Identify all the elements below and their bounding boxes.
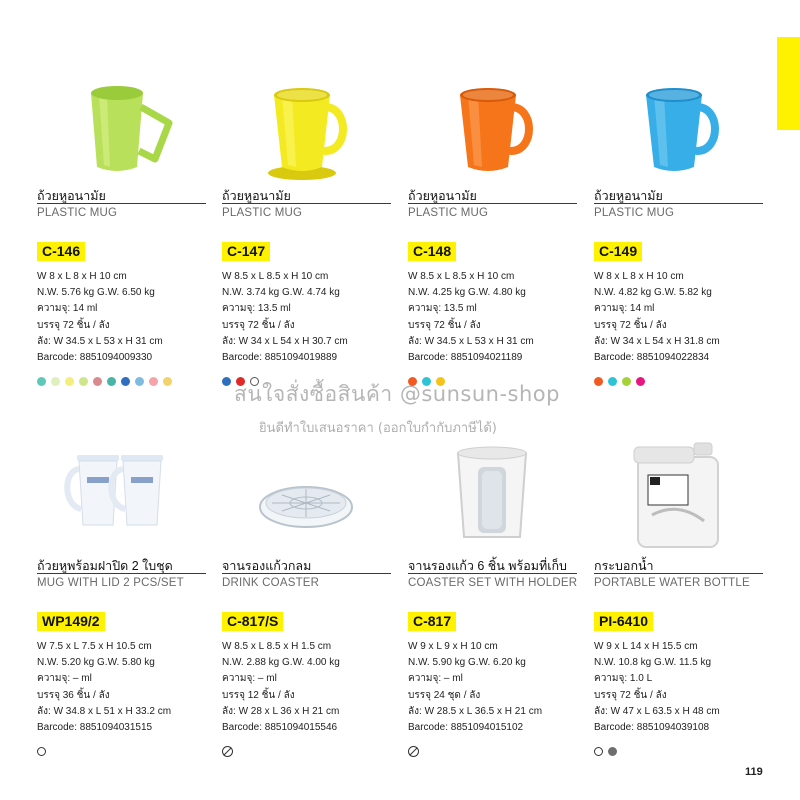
color-swatch bbox=[107, 377, 116, 386]
spec-line: ความจุ: – ml bbox=[222, 673, 277, 685]
color-swatch bbox=[149, 377, 158, 386]
spec-line: Barcode: 8851094022834 bbox=[594, 352, 710, 364]
color-swatch-white bbox=[594, 747, 603, 756]
title-divider bbox=[37, 573, 206, 574]
product-title-english: MUG WITH LID 2 PCS/SET bbox=[37, 577, 184, 589]
spec-line: N.W. 4.82 kg G.W. 5.82 kg bbox=[594, 287, 712, 299]
product-title-english: PLASTIC MUG bbox=[222, 207, 303, 219]
product-image bbox=[408, 55, 577, 185]
page-number: 119 bbox=[745, 766, 763, 778]
spec-line: ความจุ: 13.5 ml bbox=[408, 303, 477, 315]
product-image bbox=[37, 425, 206, 555]
title-divider bbox=[408, 203, 577, 204]
spec-line: ความจุ: 1.0 L bbox=[594, 673, 653, 685]
product-specs bbox=[408, 269, 586, 366]
spec-line: บรรจุ 72 ชิ้น / ลัง bbox=[594, 689, 667, 701]
spec-line: N.W. 5.20 kg G.W. 5.80 kg bbox=[37, 657, 155, 669]
spec-line: ความจุ: 14 ml bbox=[37, 303, 98, 315]
color-swatch bbox=[51, 377, 60, 386]
color-swatches bbox=[594, 745, 622, 757]
product-code-badge: C-817/S bbox=[222, 612, 283, 631]
product-code-badge: C-148 bbox=[408, 242, 456, 261]
spec-line: Barcode: 8851094015546 bbox=[222, 722, 338, 734]
spec-line: บรรจุ 72 ชิ้น / ลัง bbox=[222, 319, 295, 331]
spec-line: ลัง: W 34 x L 54 x H 31.8 cm bbox=[594, 335, 720, 347]
product-title-thai: กระบอกน้ำ bbox=[594, 559, 654, 573]
spec-line: ความจุ: 13.5 ml bbox=[222, 303, 291, 315]
product-title-english: PLASTIC MUG bbox=[408, 207, 489, 219]
section-tab bbox=[777, 37, 800, 130]
spec-line: W 9 x L 14 x H 15.5 cm bbox=[594, 641, 698, 652]
product-code-badge: WP149/2 bbox=[37, 612, 105, 631]
product-specs bbox=[222, 639, 400, 736]
title-divider bbox=[594, 203, 763, 204]
product-title-english: PORTABLE WATER BOTTLE bbox=[594, 577, 750, 589]
spec-line: W 8.5 x L 8.5 x H 1.5 cm bbox=[222, 641, 332, 652]
product-image bbox=[222, 425, 391, 555]
product-image bbox=[594, 425, 763, 555]
product-title-thai: ถ้วยหูอนามัย bbox=[594, 189, 663, 203]
spec-line: ความจุ: – ml bbox=[37, 673, 92, 685]
spec-line: Barcode: 8851094039108 bbox=[594, 722, 710, 734]
no-color-icon bbox=[222, 746, 233, 757]
spec-line: W 9 x L 9 x H 10 cm bbox=[408, 641, 498, 652]
color-swatch bbox=[93, 377, 102, 386]
spec-line: ลัง: W 34.5 x L 53 x H 31 cm bbox=[408, 335, 534, 347]
spec-line: Barcode: 8851094021189 bbox=[408, 352, 523, 364]
color-swatch bbox=[135, 377, 144, 386]
color-swatch bbox=[594, 377, 603, 386]
product-specs bbox=[37, 639, 215, 736]
spec-line: W 8 x L 8 x H 10 cm bbox=[37, 271, 127, 282]
spec-line: N.W. 5.76 kg G.W. 6.50 kg bbox=[37, 287, 155, 299]
spec-line: ความจุ: 14 ml bbox=[594, 303, 655, 315]
color-swatch-white bbox=[37, 747, 46, 756]
color-swatch bbox=[163, 377, 172, 386]
product-image bbox=[408, 425, 577, 555]
product-code-badge: C-817 bbox=[408, 612, 456, 631]
spec-line: W 8.5 x L 8.5 x H 10 cm bbox=[408, 271, 515, 282]
product-title-english: DRINK COASTER bbox=[222, 577, 320, 589]
spec-line: ลัง: W 28.5 x L 36.5 x H 21 cm bbox=[408, 705, 543, 717]
color-swatch bbox=[608, 377, 617, 386]
watermark-contact: สนใจสั่งซื้อสินค้า @sunsun-shop bbox=[234, 382, 560, 406]
product-image bbox=[594, 55, 763, 185]
title-divider bbox=[594, 573, 763, 574]
color-swatches bbox=[594, 375, 650, 387]
color-swatch bbox=[79, 377, 88, 386]
title-divider bbox=[222, 573, 391, 574]
spec-line: Barcode: 8851094031515 bbox=[37, 722, 153, 734]
color-swatch bbox=[222, 377, 231, 386]
product-code-badge: C-146 bbox=[37, 242, 85, 261]
product-specs bbox=[37, 269, 215, 366]
product-title-thai: ถ้วยหูอนามัย bbox=[37, 189, 106, 203]
product-specs bbox=[222, 269, 400, 366]
spec-line: N.W. 3.74 kg G.W. 4.74 kg bbox=[222, 287, 340, 299]
watermark-note: ยินดีทำใบเสนอราคา (ออกใบกำกับภาษีได้) bbox=[259, 421, 497, 436]
title-divider bbox=[408, 573, 577, 574]
product-specs bbox=[408, 639, 586, 736]
color-swatch bbox=[636, 377, 645, 386]
spec-line: W 7.5 x L 7.5 x H 10.5 cm bbox=[37, 641, 152, 652]
spec-line: Barcode: 8851094019889 bbox=[222, 352, 338, 364]
title-divider bbox=[222, 203, 391, 204]
product-title-english: COASTER SET WITH HOLDER bbox=[408, 577, 578, 589]
color-swatches bbox=[222, 745, 238, 757]
product-title-thai: ถ้วยหูพร้อมฝาปิด 2 ใบชุด bbox=[37, 559, 173, 573]
spec-line: ลัง: W 34.5 x L 53 x H 31 cm bbox=[37, 335, 163, 347]
product-title-english: PLASTIC MUG bbox=[594, 207, 675, 219]
product-code-badge: C-149 bbox=[594, 242, 642, 261]
spec-line: บรรจุ 36 ชิ้น / ลัง bbox=[37, 689, 110, 701]
product-title-english: PLASTIC MUG bbox=[37, 207, 118, 219]
product-specs bbox=[594, 639, 772, 736]
spec-line: ลัง: W 34 x L 54 x H 30.7 cm bbox=[222, 335, 348, 347]
spec-line: N.W. 5.90 kg G.W. 6.20 kg bbox=[408, 657, 526, 669]
spec-line: บรรจุ 72 ชิ้น / ลัง bbox=[594, 319, 667, 331]
color-swatches bbox=[408, 745, 424, 757]
product-code-badge: C-147 bbox=[222, 242, 270, 261]
product-title-thai: ถ้วยหูอนามัย bbox=[222, 189, 291, 203]
product-image bbox=[37, 55, 206, 185]
spec-line: บรรจุ 12 ชิ้น / ลัง bbox=[222, 689, 295, 701]
product-title-thai: จานรองแก้วกลม bbox=[222, 559, 312, 573]
spec-line: ความจุ: – ml bbox=[408, 673, 463, 685]
spec-line: Barcode: 8851094015102 bbox=[408, 722, 524, 734]
spec-line: บรรจุ 72 ชิ้น / ลัง bbox=[408, 319, 481, 331]
product-image bbox=[222, 55, 391, 185]
spec-line: N.W. 2.88 kg G.W. 4.00 kg bbox=[222, 657, 340, 669]
color-swatch bbox=[608, 747, 617, 756]
spec-line: ลัง: W 28 x L 36 x H 21 cm bbox=[222, 705, 340, 717]
color-swatches bbox=[37, 375, 177, 387]
spec-line: Barcode: 8851094009330 bbox=[37, 352, 153, 364]
color-swatch bbox=[121, 377, 130, 386]
spec-line: บรรจุ 72 ชิ้น / ลัง bbox=[37, 319, 110, 331]
product-code-badge: PI-6410 bbox=[594, 612, 653, 631]
spec-line: W 8.5 x L 8.5 x H 10 cm bbox=[222, 271, 329, 282]
spec-line: ลัง: W 47 x L 63.5 x H 48 cm bbox=[594, 705, 720, 717]
no-color-icon bbox=[408, 746, 419, 757]
spec-line: W 8 x L 8 x H 10 cm bbox=[594, 271, 684, 282]
spec-line: N.W. 10.8 kg G.W. 11.5 kg bbox=[594, 657, 712, 669]
color-swatches bbox=[37, 745, 51, 757]
color-swatch bbox=[65, 377, 74, 386]
spec-line: บรรจุ 24 ชุด / ลัง bbox=[408, 689, 481, 701]
product-specs bbox=[594, 269, 772, 366]
title-divider bbox=[37, 203, 206, 204]
color-swatch bbox=[622, 377, 631, 386]
color-swatch bbox=[37, 377, 46, 386]
spec-line: N.W. 4.25 kg G.W. 4.80 kg bbox=[408, 287, 526, 299]
product-title-thai: ถ้วยหูอนามัย bbox=[408, 189, 477, 203]
product-title-thai: จานรองแก้ว 6 ชิ้น พร้อมที่เก็บ bbox=[408, 559, 567, 573]
spec-line: ลัง: W 34.8 x L 51 x H 33.2 cm bbox=[37, 705, 172, 717]
